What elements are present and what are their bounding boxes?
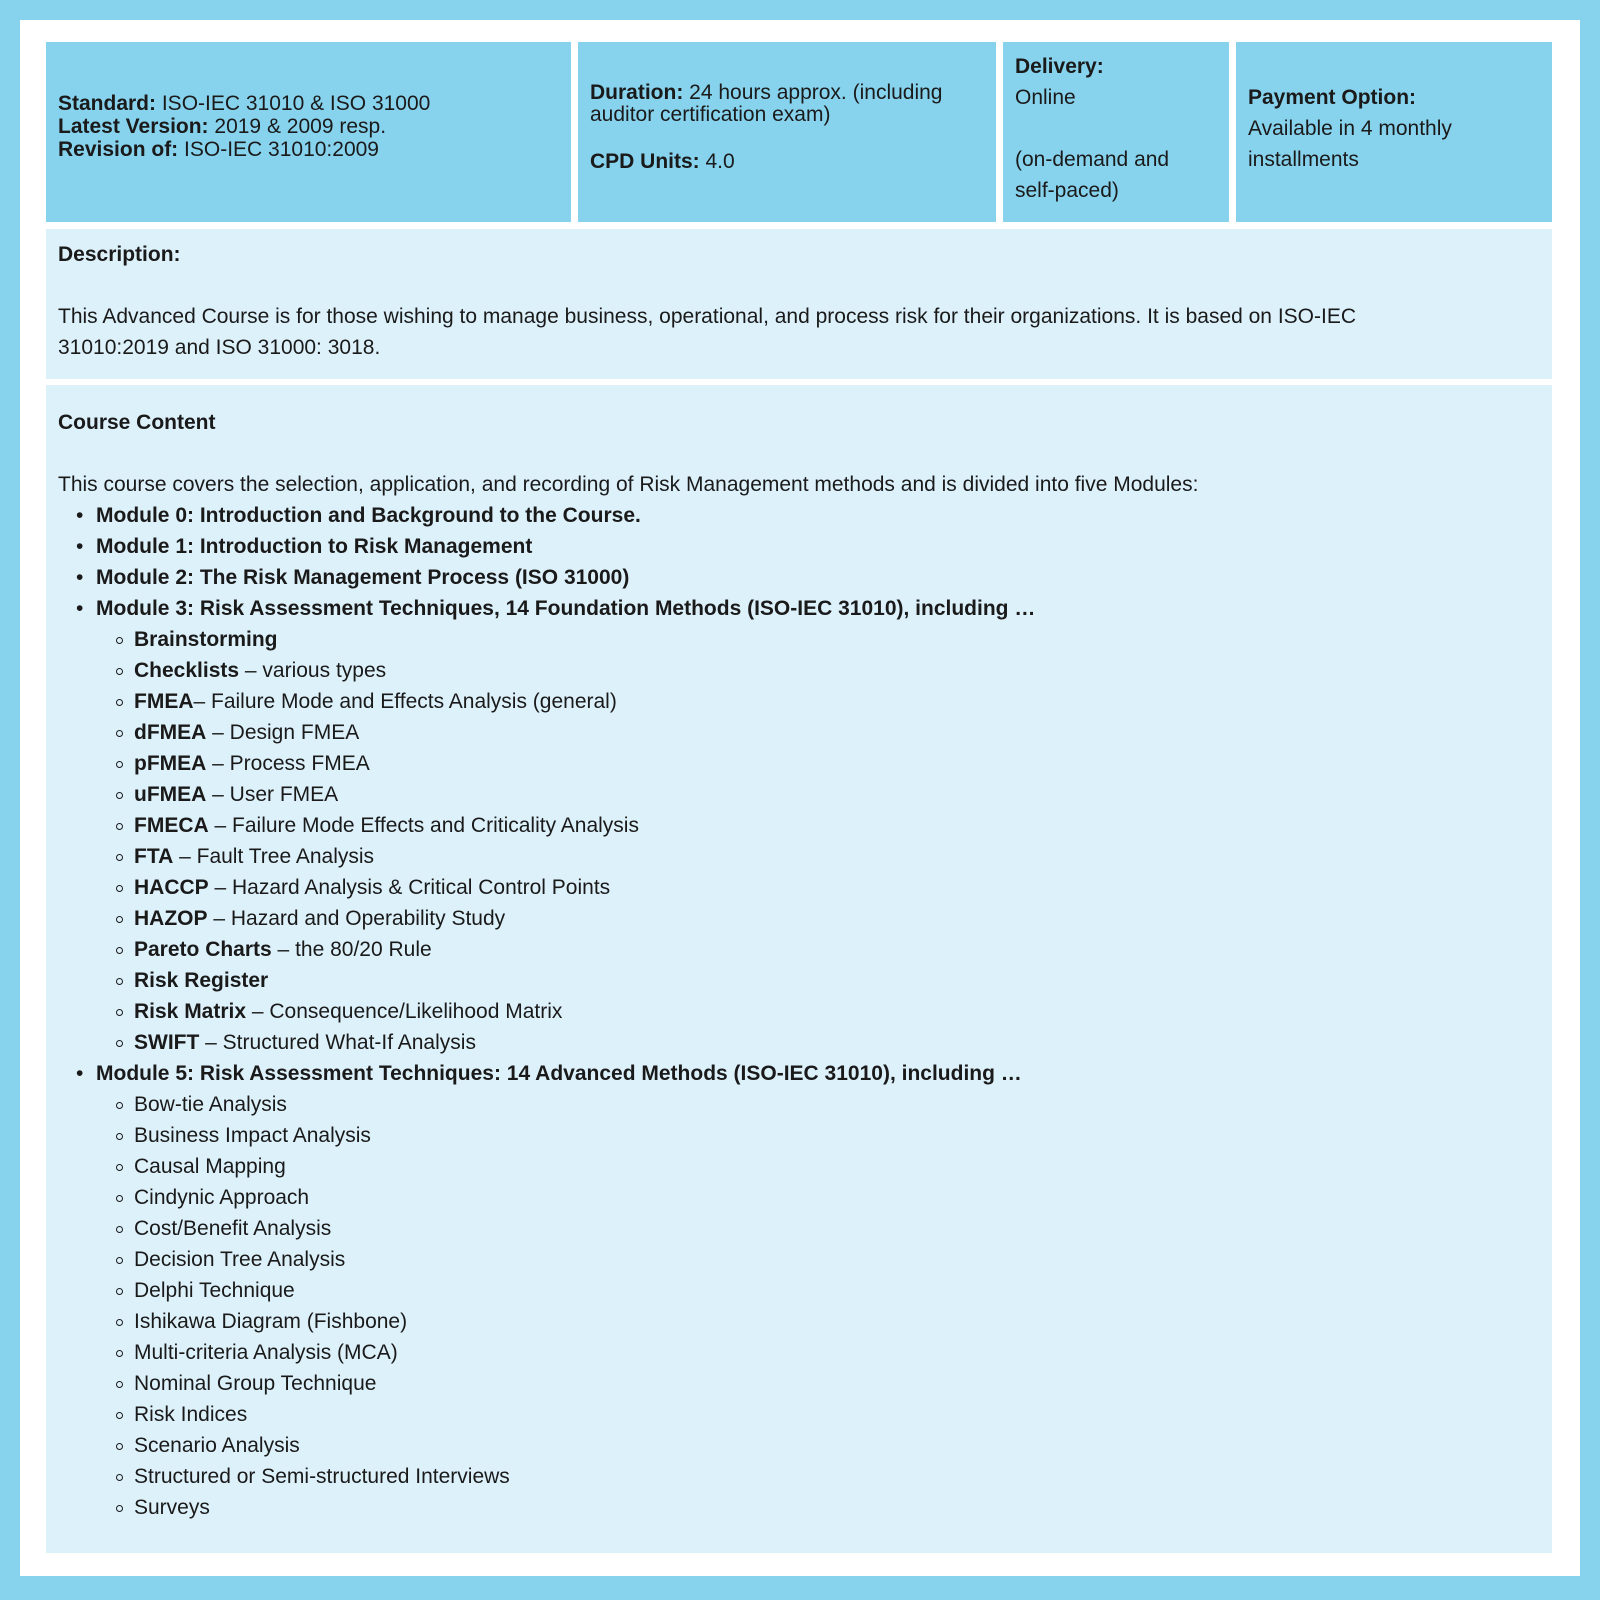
description-text-1: This Advanced Course is for those wishing to manage business, operational, and process risk for their organizations. It is based on ISO-IEC [58, 305, 1357, 328]
advanced-method-item: Structured or Semi-structured Interviews [134, 1461, 1540, 1492]
advanced-method-item: Delphi Technique [134, 1275, 1540, 1306]
method-name: SWIFT [134, 1031, 200, 1054]
advanced-method-item: Risk Indices [134, 1399, 1540, 1430]
module-item: • Module 1: Introduction to Risk Management [96, 531, 1540, 562]
method-name: FMECA [134, 814, 209, 837]
method-description: – various types [239, 659, 387, 682]
duration-label: Duration: [590, 81, 684, 104]
course-info-grid [46, 42, 1552, 1553]
method-name: Checklists [134, 659, 240, 682]
advanced-method-item: Business Impact Analysis [134, 1120, 1540, 1151]
revision-value: ISO-IEC 31010:2009 [178, 138, 379, 161]
module-item [96, 593, 1540, 1058]
advanced-method-item: Multi-criteria Analysis (MCA) [134, 1337, 1540, 1368]
method-description: – Process FMEA [206, 752, 370, 775]
method-description: – Failure Mode and Effects Analysis (general) [193, 690, 617, 713]
description-panel [46, 229, 1552, 379]
foundation-method-item [134, 872, 1540, 903]
course-content-intro: This course covers the selection, application, and recording of Risk Management methods and is divided into five Modules: [58, 473, 1199, 496]
delivery-label: Delivery: [1015, 55, 1104, 78]
module-item: • Module 0: Introduction and Background to the Course. [96, 500, 1540, 531]
method-name: HACCP [134, 876, 209, 899]
latest-version-label: Latest Version: [58, 115, 209, 138]
advanced-method-item: Nominal Group Technique [134, 1368, 1540, 1399]
course-content-title: Course Content [58, 411, 216, 434]
advanced-method-item: Cindynic Approach [134, 1182, 1540, 1213]
cpd-value: 4.0 [699, 150, 735, 173]
method-description: – User FMEA [206, 783, 339, 806]
payment-value-2: installments [1248, 148, 1359, 171]
method-name: Pareto Charts [134, 938, 272, 961]
foundation-method-item [134, 655, 1540, 686]
foundation-method-item [134, 810, 1540, 841]
description-text-2: 31010:2019 and ISO 31000: 3018. [58, 336, 381, 359]
delivery-value: Online [1015, 86, 1076, 109]
method-name: Risk Register [134, 969, 269, 992]
delivery-note-1: (on-demand and [1015, 148, 1170, 171]
method-description: – Fault Tree Analysis [173, 845, 375, 868]
standard-cell [46, 42, 571, 222]
foundation-method-item [134, 779, 1540, 810]
advanced-method-item: Scenario Analysis [134, 1430, 1540, 1461]
method-description: – the 80/20 Rule [271, 938, 432, 961]
description-label: Description: [58, 243, 181, 266]
foundation-method-item [134, 934, 1540, 965]
foundation-method-item [134, 748, 1540, 779]
duration-value-cont: auditor certification exam) [590, 103, 831, 126]
course-content-panel [46, 385, 1552, 1553]
module-item-label: Module 5: Risk Assessment Techniques: 14 Advanced Methods (ISO-IEC 31010), including … [96, 1062, 1022, 1085]
method-name: FTA [134, 845, 174, 868]
advanced-method-item: Causal Mapping [134, 1151, 1540, 1182]
advanced-methods-list [96, 1089, 1540, 1523]
advanced-method-item: Bow-tie Analysis [134, 1089, 1540, 1120]
payment-value-1: Available in 4 monthly [1248, 117, 1452, 140]
method-description: – Hazard and Operability Study [207, 907, 506, 930]
foundation-method-item [134, 624, 1540, 655]
method-description: – Structured What-If Analysis [199, 1031, 476, 1054]
module-item: • Module 2: The Risk Management Process (ISO 31000) [96, 562, 1540, 593]
advanced-method-item: Surveys [134, 1492, 1540, 1523]
payment-cell [1236, 42, 1552, 222]
standard-value: ISO-IEC 31010 & ISO 31000 [156, 92, 431, 115]
method-description: – Design FMEA [206, 721, 360, 744]
method-name: HAZOP [134, 907, 208, 930]
foundation-method-item [134, 841, 1540, 872]
advanced-method-item: Decision Tree Analysis [134, 1244, 1540, 1275]
advanced-method-item: Ishikawa Diagram (Fishbone) [134, 1306, 1540, 1337]
method-description: – Hazard Analysis & Critical Control Points [208, 876, 611, 899]
method-name: Brainstorming [134, 628, 278, 651]
foundation-method-item [134, 965, 1540, 996]
page-frame [20, 20, 1580, 1576]
foundation-method-item [134, 686, 1540, 717]
method-description: – Failure Mode Effects and Criticality Analysis [208, 814, 639, 837]
advanced-method-item: Cost/Benefit Analysis [134, 1213, 1540, 1244]
method-name: FMEA [134, 690, 194, 713]
method-description: – Consequence/Likelihood Matrix [246, 1000, 563, 1023]
latest-version-value: 2019 & 2009 resp. [208, 115, 387, 138]
delivery-cell [1003, 42, 1229, 222]
foundation-method-item [134, 717, 1540, 748]
payment-label: Payment Option: [1248, 86, 1417, 109]
foundation-method-item [134, 903, 1540, 934]
module-list [58, 500, 1540, 1523]
revision-label: Revision of: [58, 138, 179, 161]
module-item [96, 1058, 1540, 1523]
foundation-method-item [134, 996, 1540, 1027]
module-item-label: Module 3: Risk Assessment Techniques, 14 Foundation Methods (ISO-IEC 31010), including … [96, 597, 1036, 620]
cpd-label: CPD Units: [590, 150, 700, 173]
delivery-note-2: self-paced) [1015, 179, 1119, 202]
foundation-method-item [134, 1027, 1540, 1058]
method-name: dFMEA [134, 721, 207, 744]
summary-row [46, 42, 1552, 222]
duration-cell [578, 42, 996, 222]
method-name: Risk Matrix [134, 1000, 247, 1023]
duration-value: 24 hours approx. (including [683, 81, 943, 104]
foundation-methods-list [96, 624, 1540, 1058]
method-name: uFMEA [134, 783, 207, 806]
standard-label: Standard: [58, 92, 157, 115]
method-name: pFMEA [134, 752, 207, 775]
